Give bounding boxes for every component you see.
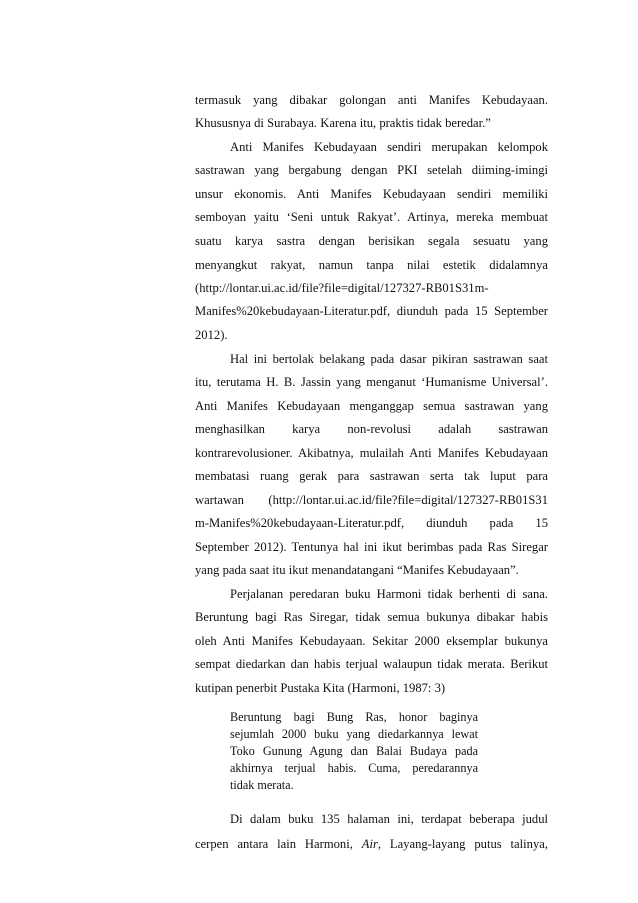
- quote-line: Toko Gunung Agung dan Balai Budaya pada: [230, 744, 478, 758]
- italic-title: Air: [361, 837, 378, 851]
- quote-line: tidak merata.: [230, 778, 294, 792]
- body-text-line: kutipan penerbit Pustaka Kita (Harmoni, 1987: 3): [195, 681, 446, 695]
- body-text-line: membatasi ruang gerak para sastrawan serta tak luput para: [195, 469, 548, 483]
- body-text-line: suatu karya sastra dengan berisikan segala sesuatu yang: [195, 234, 548, 248]
- body-text-line: Anti Manifes Kebudayaan sendiri merupakan kelompok: [230, 140, 548, 154]
- body-text-line: m-Manifes%20kebudayaan-Literatur.pdf, diunduh pada 15: [195, 516, 548, 530]
- body-text-line: semboyan yaitu ‘Seni untuk Rakyat’. Artinya, mereka membuat: [195, 210, 548, 224]
- quote-line: sejumlah 2000 buku yang diedarkannya lewat: [230, 727, 478, 741]
- body-text-line: termasuk yang dibakar golongan anti Manifes Kebudayaan.: [195, 93, 548, 107]
- body-text-line: menghasilkan karya non-revolusi adalah sastrawan: [195, 422, 548, 436]
- text-span: , Layang-layang putus talinya,: [377, 837, 548, 851]
- body-text-line: September 2012). Tentunya hal ini ikut berimbas pada Ras Siregar: [195, 540, 548, 554]
- body-text-line: Beruntung bagi Ras Siregar, tidak semua bukunya dibakar habis: [195, 610, 548, 624]
- body-text-line: itu, terutama H. B. Jassin yang menganut ‘Humanisme Universal’.: [195, 375, 548, 389]
- body-text-line: sastrawan yang bergabung dengan PKI setelah diiming-imingi: [195, 163, 548, 177]
- body-text-line: Perjalanan peredaran buku Harmoni tidak berhenti di sana.: [230, 587, 548, 601]
- body-text-line: Hal ini bertolak belakang pada dasar pikiran sastrawan saat: [230, 352, 548, 366]
- body-text-line: kontrarevolusioner. Akibatnya, mulailah Anti Manifes Kebudayaan: [195, 446, 548, 460]
- body-text-line: (http://lontar.ui.ac.id/file?file=digital/127327-RB01S31m-: [195, 281, 489, 295]
- body-text-line: Di dalam buku 135 halaman ini, terdapat beberapa judul: [230, 812, 548, 826]
- body-text-line: unsur ekonomis. Anti Manifes Kebudayaan sendiri memiliki: [195, 187, 548, 201]
- quote-line: Beruntung bagi Bung Ras, honor baginya: [230, 710, 478, 724]
- body-text-line: Khususnya di Surabaya. Karena itu, praktis tidak beredar.”: [195, 116, 491, 130]
- body-text-line: yang pada saat itu ikut menandatangani “Manifes Kebudayaan”.: [195, 563, 519, 577]
- body-text-line: Manifes%20kebudayaan-Literatur.pdf, diunduh pada 15 September: [195, 304, 548, 318]
- body-text-line: 2012).: [195, 328, 228, 342]
- quote-line: akhirnya terjual habis. Cuma, peredarannya: [230, 761, 478, 775]
- body-text-line: oleh Anti Manifes Kebudayaan. Sekitar 2000 eksemplar bukunya: [195, 634, 548, 648]
- body-text-line: wartawan (http://lontar.ui.ac.id/file?file=digital/127327-RB01S31: [195, 493, 548, 507]
- body-text-line: Anti Manifes Kebudayaan menganggap semua sastrawan yang: [195, 399, 548, 413]
- body-text-line: sempat diedarkan dan habis terjual walaupun tidak merata. Berikut: [195, 657, 548, 671]
- body-text-line: menyangkut rakyat, namun tanpa nilai estetik didalamnya: [195, 258, 548, 272]
- body-text-line: [195, 834, 548, 854]
- text-span: cerpen antara lain Harmoni,: [195, 837, 362, 851]
